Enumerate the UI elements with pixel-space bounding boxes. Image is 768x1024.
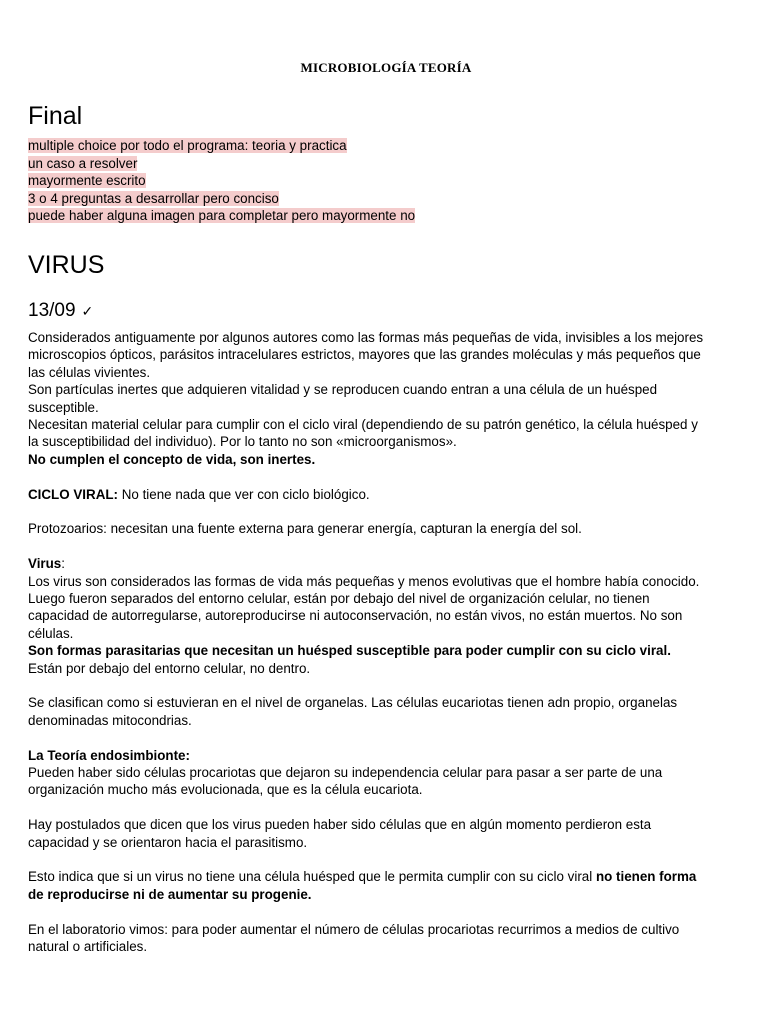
paragraph: Se clasifican como si estuvieran en el nivel de organelas. Las células eucariotas tienen adn propio, organelas denominadas mitocondrias. [28, 695, 678, 728]
list-item: 3 o 4 preguntas a desarrollar pero conciso [28, 190, 279, 206]
document-title: MICROBIOLOGÍA TEORÍA [300, 60, 472, 75]
list-item: puede haber alguna imagen para completar pero mayormente no [28, 208, 416, 224]
paragraph: Considerados antiguamente por algunos autores como las formas más pequeñas de vida, invisibles a los mejores microscopios ópticos, parásitos intracelulares estrictos, mayores que las grandes moléculas y más pequeños que las células vivientes. Son partículas inertes que adquieren vitalidad y se reproducen cuando entran a una célula de un huésped susceptible. Necesitan material celular para cumplir con el ciclo viral (dependiendo de su patrón genético, la célula huésped y la susceptibilidad del individuo). Por lo tanto no son «microorganismos». No cumplen el concepto de vida, son inertes. [28, 330, 704, 467]
paragraph: Hay postulados que dicen que los virus pueden haber sido células que en algún momento perdieron esta capacidad y se orientaron hacia el parasitismo. [28, 817, 652, 850]
list-item: un caso a resolver [28, 155, 138, 171]
paragraph: La Teoría endosimbionte: Pueden haber sido células procariotas que dejaron su independencia celular para pasar a ser parte de una organización mucho más evolucionada, que es la célula eucariota. [28, 747, 663, 798]
final-list [28, 137, 415, 225]
virus-body [28, 329, 744, 956]
paragraph: En el laboratorio vimos: para poder aumentar el número de células procariotas recurrimos a medios de cultivo natural o artificiales. [28, 921, 680, 955]
virus-heading: VIRUS [28, 251, 105, 279]
paragraph: Protozoarios: necesitan una fuente externa para generar energía, capturan la energía del sol. [28, 521, 582, 537]
paragraph: CICLO VIRAL: No tiene nada que ver con ciclo biológico. [28, 486, 370, 502]
date-text: 13/09 [28, 300, 76, 321]
date-heading [28, 299, 93, 323]
paragraph: Esto indica que si un virus no tiene una célula huésped que le permita cumplir con su ciclo viral no tienen forma de reproducirse ni de aumentar su progenie. [28, 869, 697, 902]
check-icon: ✓ [81, 303, 94, 319]
list-item: mayormente escrito [28, 173, 146, 189]
list-item: multiple choice por todo el programa: teoria y practica [28, 138, 347, 153]
final-heading: Final [28, 102, 83, 130]
paragraph: Virus: Los virus son considerados las formas de vida más pequeñas y menos evolutivas que el hombre había conocido. Luego fueron separados del entorno celular, están por debajo del nivel de organización celular, no tienen capacidad de autorregularse, autoreproducirse ni autoconservación, no están vivos, no están muertos. No son células. Son formas parasitarias que necesitan un huésped susceptible para poder cumplir con su ciclo viral. Están por debajo del entorno celular, no dentro. [28, 556, 700, 676]
